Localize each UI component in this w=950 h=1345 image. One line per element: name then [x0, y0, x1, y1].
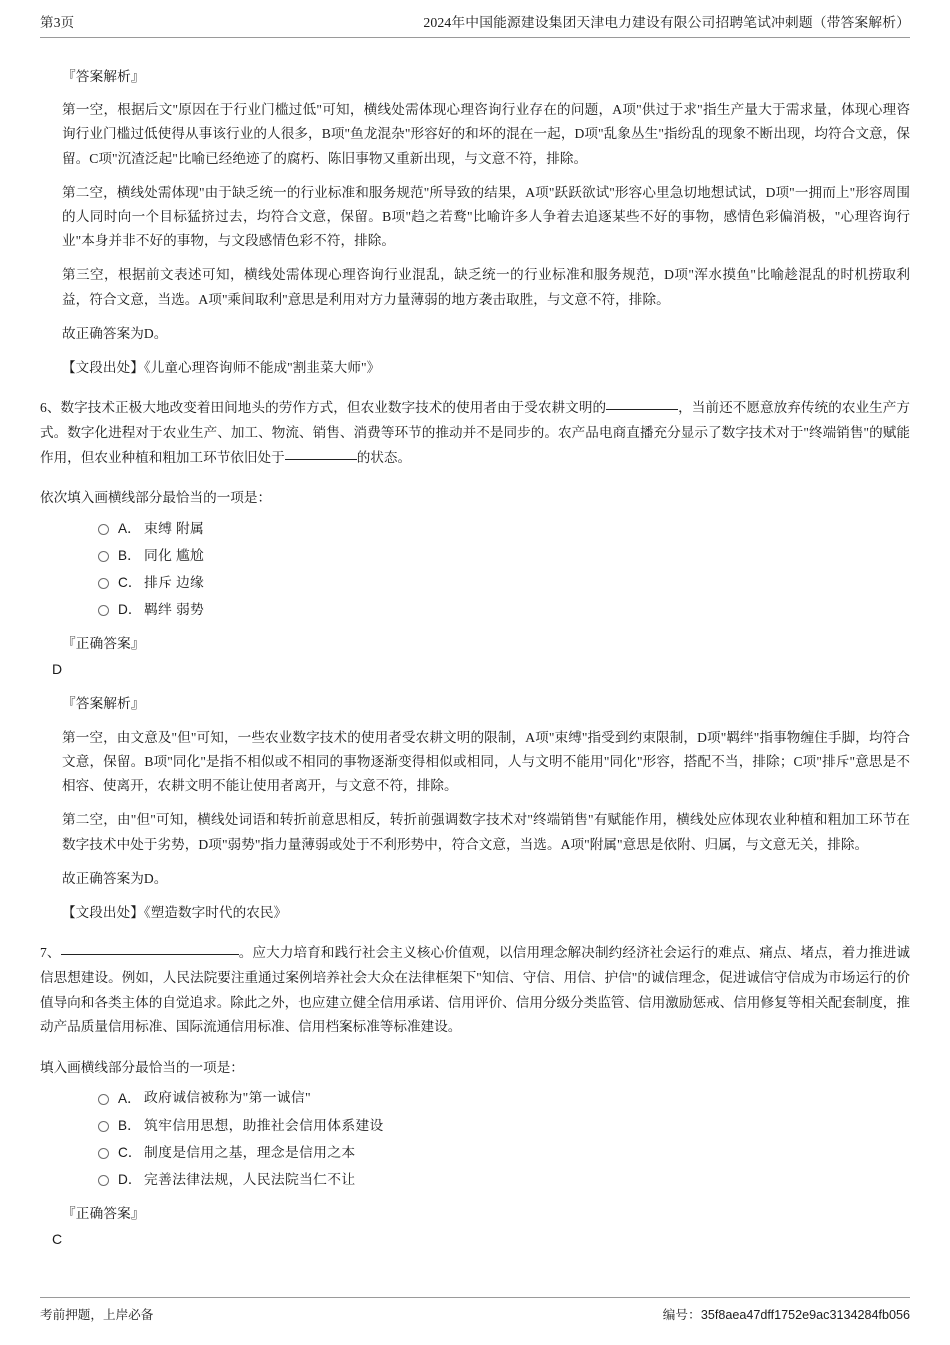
question-7-options — [40, 1087, 910, 1190]
source-label: 【文段出处】 — [62, 904, 144, 920]
option-text: 完善法律法规，人民法院当仁不让 — [144, 1171, 356, 1187]
question-6-options — [40, 518, 910, 621]
analysis-paragraph-1: 第一空，根据后文"原因在于行业门槛过低"可知，横线处需体现心理咨询行业存在的问题，A项"供过于求"指生产量大于需求量，体现心理咨询行业门槛过低使得从事该行业的人很多，B项"鱼龙混杂"形容好的和坏的混在一起，D项"乱象丛生"指纷乱的现象不断出现，均符合文意，保留。C项"沉渣泛起"比喻已经绝迹了的腐朽、陈旧事物又重新出现，与文意不符，排除。 — [62, 102, 910, 166]
page-content — [40, 38, 910, 1297]
question-7-blank-1 — [61, 954, 239, 955]
option-b[interactable] — [98, 1115, 910, 1137]
option-letter: A． — [118, 1090, 141, 1106]
question-6-stem-part2: ，当前还不愿意放弃传统的农业生产方式。数字化进程对于农业生产、加工、物流、销售、消费等环节的推动并不是同步的。农产品电商直播充分显示了数字技术对于"终端销售"的赋能作用，但农业种植和粗加工环节依旧处于 — [40, 400, 910, 465]
question-6-blank-2 — [285, 459, 357, 460]
question-6-conclusion: 故正确答案为D。 — [62, 870, 168, 886]
option-d[interactable] — [98, 599, 910, 621]
radio-icon[interactable] — [98, 551, 109, 562]
analysis-paragraph-3: 第三空，根据前文表述可知，横线处需体现心理咨询行业混乱，缺乏统一的行业标准和服务规范，D项"浑水摸鱼"比喻趁混乱的时机捞取利益，符合文意，当选。A项"乘间取利"意思是利用对方力量薄弱的地方袭击取胜，与文意不符，排除。 — [62, 267, 910, 307]
option-c[interactable] — [98, 1142, 910, 1164]
option-text: 羁绊 弱势 — [144, 601, 205, 617]
question-7-prompt: 填入画横线部分最恰当的一项是： — [40, 1060, 244, 1076]
question-6-analysis-paragraph-1: 第一空，由文意及"但"可知，一些农业数字技术的使用者受农耕文明的限制，A项"束缚"指受到约束限制，D项"羁绊"指事物缠住手脚，均符合文意，保留。B项"同化"是指不相似或不相同的事物逐渐变得相似或相同，人与文明不能用"同化"形容，搭配不当，排除；C项"排斥"意思是不相容、使离开，农耕文明不能让使用者离开，与文意不符，排除。 — [62, 729, 910, 794]
option-letter: C． — [118, 1144, 142, 1160]
question-7-answer-value: C — [52, 1231, 63, 1248]
option-text: 束缚 附属 — [144, 520, 205, 536]
option-text: 排斥 边缘 — [144, 574, 205, 590]
question-6-blank-1 — [606, 409, 678, 410]
option-d[interactable] — [98, 1169, 910, 1191]
question-6-analysis-paragraph-2: 第二空，由"但"可知，横线处词语和转折前意思相反，转折前强调数字技术对"终端销售"有赋能作用，横线处应体现农业种植和粗加工环节在数字技术中处于劣势，D项"弱势"指力量薄弱或处于不利形势中，符合文意，当选。A项"附属"意思是依附、归属，与文意无关，排除。 — [62, 812, 910, 852]
source-label: 【文段出处】 — [62, 359, 144, 375]
footer-serial — [663, 1304, 910, 1323]
question-6-number: 6、 — [40, 400, 61, 416]
question-5-analysis-block — [40, 65, 910, 380]
option-letter: C． — [118, 575, 142, 591]
option-text: 政府诚信被称为"第一诚信" — [144, 1090, 311, 1106]
serial-value: 35f8aea47dff1752e9ac3134284fb056 — [700, 1308, 910, 1322]
option-letter: D． — [118, 1171, 142, 1187]
page-footer — [40, 1297, 910, 1323]
question-6-stem-part1: 数字技术正极大地改变着田间地头的劳作方式，但农业数字技术的使用者由于受农耕文明的 — [60, 400, 607, 416]
question-7 — [40, 941, 910, 1251]
radio-icon[interactable] — [98, 1094, 109, 1105]
option-a[interactable] — [98, 1087, 910, 1109]
question-6-stem — [40, 396, 910, 470]
question-6-stem-part3: 的状态。 — [356, 449, 412, 465]
question-6-answer-label: 『正确答案』 — [62, 636, 145, 651]
radio-icon[interactable] — [98, 1121, 109, 1132]
document-title: 2024年中国能源建设集团天津电力建设有限公司招聘笔试冲刺题（带答案解析） — [423, 15, 910, 30]
radio-icon[interactable] — [98, 524, 109, 535]
option-text: 筑牢信用思想，助推社会信用体系建设 — [144, 1117, 384, 1133]
question-6-analysis-label: 『答案解析』 — [62, 696, 145, 712]
analysis-paragraph-2: 第二空，横线处需体现"由于缺乏统一的行业标准和服务规范"所导致的结果，A项"跃跃欲试"形容心里急切地想试试，D项"一拥而上"形容周围的人同时向一个目标猛挤过去，均符合文意，保留。B项"趋之若鹜"比喻许多人争着去追逐某些不好的事物，感情色彩偏消极，"心理咨询行业"本身并非不好的事物，与文段感情色彩不符，排除。 — [62, 184, 910, 249]
option-text: 制度是信用之基，理念是信用之本 — [144, 1144, 356, 1160]
option-a[interactable] — [98, 518, 910, 540]
question-6 — [40, 396, 910, 925]
option-b[interactable] — [98, 545, 910, 567]
question-7-stem — [40, 941, 910, 1040]
radio-icon[interactable] — [98, 1175, 109, 1186]
question-7-number: 7、 — [40, 945, 61, 961]
question-7-stem-part1: 。应大力培育和践行社会主义核心价值观，以信用理念解决制约经济社会运行的难点、痛点、堵点，着力推进诚信思想建设。例如，人民法院要注重通过案例培养社会大众在法律框架下"知信、守信、用信、护信"的诚信理念，促进诚信守信成为市场运行的价值导向和各类主体的自觉追求。除此之外，也应建立健全信用承诺、信用评价、信用分级分类监管、信用激励惩戒、信用修复等相关配套制度，推动产品质量信用标准、国际流通信用标准、信用档案标准等标准建设。 — [40, 945, 910, 1035]
page-header — [40, 14, 910, 38]
option-letter: A． — [118, 520, 141, 536]
option-c[interactable] — [98, 572, 910, 594]
option-letter: D． — [118, 602, 142, 618]
question-6-prompt: 依次填入画横线部分最恰当的一项是： — [40, 490, 272, 506]
option-letter: B． — [118, 547, 141, 563]
footer-slogan: 考前押题，上岸必备 — [40, 1308, 154, 1322]
analysis-label: 『答案解析』 — [62, 68, 145, 84]
source-title: 《儿童心理咨询师不能成"割韭菜大师"》 — [143, 359, 381, 375]
radio-icon[interactable] — [98, 1148, 109, 1159]
radio-icon[interactable] — [98, 605, 109, 616]
question-6-source-line — [62, 901, 910, 925]
option-letter: B． — [118, 1117, 141, 1133]
page-number-label: 第3页 — [40, 15, 75, 31]
analysis-conclusion: 故正确答案为D。 — [62, 325, 168, 341]
source-line — [62, 356, 910, 380]
question-6-answer-value: D — [52, 661, 63, 678]
question-7-answer-label: 『正确答案』 — [62, 1205, 145, 1221]
source-title: 《塑造数字时代的农民》 — [143, 904, 288, 920]
radio-icon[interactable] — [98, 578, 109, 589]
serial-label: 编号： — [662, 1308, 701, 1322]
option-text: 同化 尴尬 — [144, 547, 205, 563]
